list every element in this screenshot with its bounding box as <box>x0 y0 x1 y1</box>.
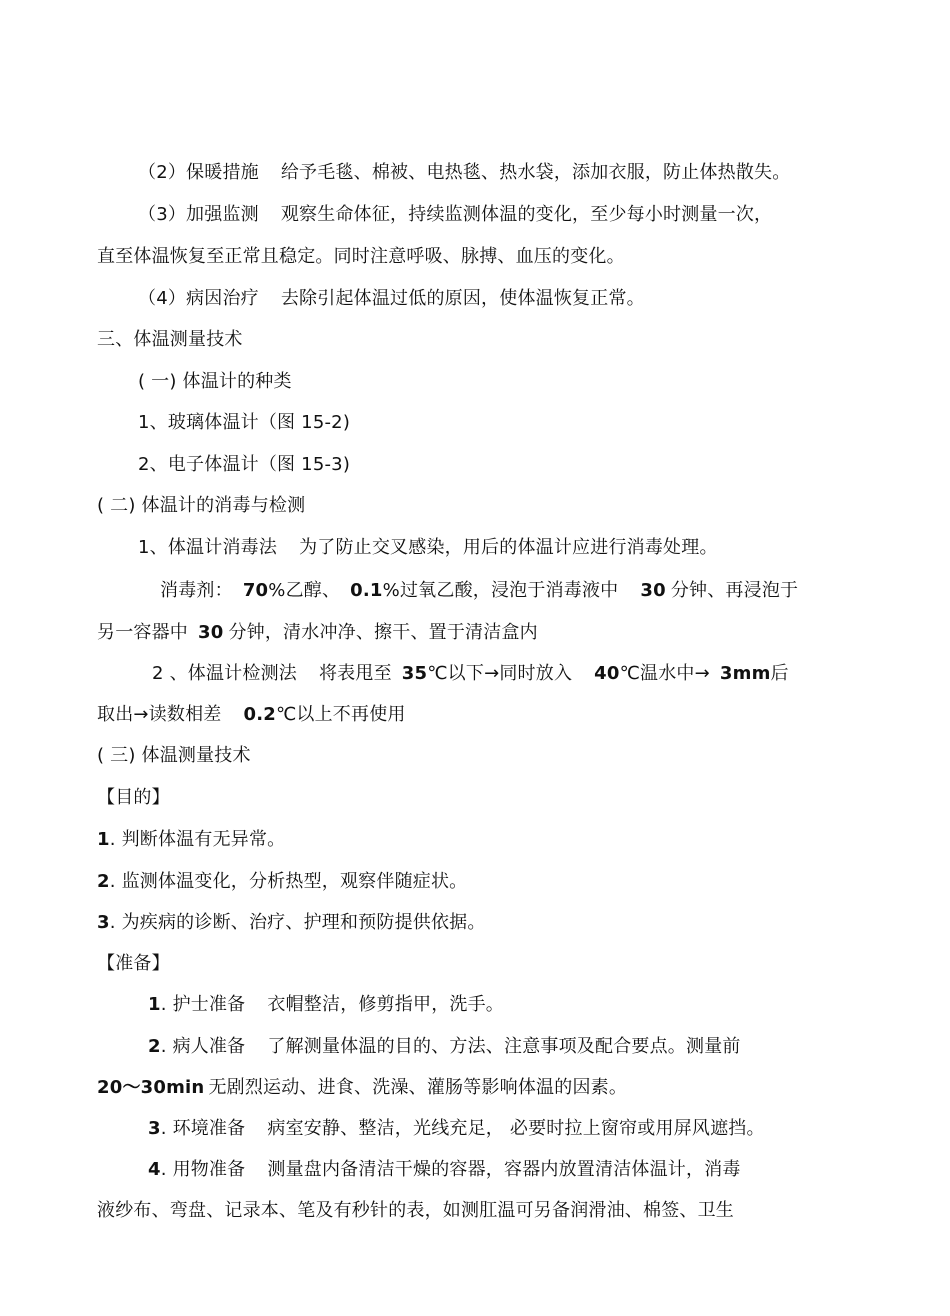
bold-number: 40 <box>594 663 620 684</box>
item-text: 观察生命体征，持续监测体温的变化，至少每小时测量一次， <box>280 204 773 225</box>
item-text: 给予毛毯、棉被、电热毯、热水袋，添加衣服，防止体热散失。 <box>280 162 791 183</box>
prep-nurse <box>148 992 504 1018</box>
item-label: 1、体温计消毒法 <box>138 537 278 558</box>
item-number: 1 <box>148 994 161 1015</box>
prep-patient <box>148 1034 741 1060</box>
item-number: 3 <box>148 1118 161 1139</box>
text: 取出→读数相差 <box>97 704 222 725</box>
text: %过氧乙酸，浸泡于消毒液中 <box>382 580 619 601</box>
purpose-item-2 <box>97 869 467 895</box>
item-text: 液纱布、弯盘、记录本、笔及有秒针的表，如测肛温可另备润滑油、棉签、卫生 <box>97 1200 734 1221</box>
item-label: . 用物准备 <box>160 1159 246 1180</box>
text: %乙醇、 <box>268 580 341 601</box>
bold-number: 30 <box>198 622 224 643</box>
text: 分钟、再浸泡于 <box>670 580 799 601</box>
item-label: . 环境准备 <box>160 1118 246 1139</box>
item-text: . 为疾病的诊断、治疗、护理和预防提供依据。 <box>109 912 486 933</box>
item-number: 1 <box>97 829 110 850</box>
prep-supplies <box>148 1157 741 1183</box>
detection-line-1 <box>152 661 789 687</box>
item-number: 2 <box>97 871 110 892</box>
bold-number: 30 <box>640 580 666 601</box>
item-text: 为了防止交叉感染，用后的体温计应进行消毒处理。 <box>299 537 718 558</box>
prep-supplies-cont <box>97 1198 734 1224</box>
item-number: 3 <box>97 912 110 933</box>
purpose-item-3 <box>97 910 486 936</box>
bold-number: 35 <box>401 663 428 684</box>
disinfectant-line-1 <box>160 578 798 604</box>
text: ℃以上不再使用 <box>275 704 406 725</box>
thermometer-type-2: 2、电子体温计（图 15-3) <box>138 454 351 475</box>
subsection-heading-2: ( 二) 体温计的消毒与检测 <box>97 495 306 516</box>
item-label: （4）病因治疗 <box>138 288 259 309</box>
thermometer-type-1: 1、玻璃体温计（图 15-2) <box>138 412 351 433</box>
item-text: 无剧烈运动、进食、洗澡、灌肠等影响体温的因素。 <box>208 1077 628 1098</box>
item-text: 直至体温恢复至正常且稳定。同时注意呼吸、脉搏、血压的变化。 <box>97 246 625 267</box>
item-label: . 病人准备 <box>160 1036 246 1057</box>
subsection-heading-1: ( 一) 体温计的种类 <box>138 371 292 392</box>
text: 消毒剂： <box>160 580 233 601</box>
bold-number: 0.2 <box>243 704 276 725</box>
purpose-item-1 <box>97 827 285 853</box>
subsection-heading-3: ( 三) 体温测量技术 <box>97 745 251 766</box>
bold-number: 70 <box>242 580 269 601</box>
item-label: （2）保暖措施 <box>138 162 259 183</box>
bold-number: 3mm <box>719 663 771 684</box>
text: ℃以下→同时放入 <box>427 663 573 684</box>
item-number: 4 <box>148 1159 161 1180</box>
detection-line-2 <box>97 702 406 728</box>
disinfection-method <box>138 535 718 561</box>
text: 分钟，清水冲净、擦干、置于清洁盒内 <box>228 622 538 643</box>
paragraph-monitoring-cont <box>97 244 625 270</box>
bold-number: 20～30min <box>97 1077 205 1098</box>
item-label: . 护士准备 <box>160 994 246 1015</box>
paragraph-cause-treatment <box>138 286 645 312</box>
disinfectant-line-2 <box>97 620 538 646</box>
purpose-heading: 【目的】 <box>97 787 170 808</box>
paragraph-keep-warm <box>138 160 790 186</box>
item-text: 病室安静、整洁，光线充足， 必要时拉上窗帘或用屏风遮挡。 <box>267 1118 765 1139</box>
prep-patient-cont <box>97 1075 627 1101</box>
paragraph-monitoring <box>138 202 772 228</box>
item-text: 测量盘内备清洁干燥的容器，容器内放置清洁体温计，消毒 <box>267 1159 741 1180</box>
item-text: . 监测体温变化，分析热型，观察伴随症状。 <box>109 871 468 892</box>
item-label: （3）加强监测 <box>138 204 259 225</box>
item-label: 2 、体温计检测法 <box>152 663 297 684</box>
text: 另一容器中 <box>97 622 188 643</box>
item-text: 了解测量体温的目的、方法、注意事项及配合要点。测量前 <box>267 1036 741 1057</box>
item-number: 2 <box>148 1036 161 1057</box>
text: 后 <box>770 663 789 684</box>
item-text: 衣帽整洁，修剪指甲，洗手。 <box>267 994 504 1015</box>
item-text: . 判断体温有无异常。 <box>109 829 286 850</box>
item-text: 去除引起体温过低的原因，使体温恢复正常。 <box>280 288 645 309</box>
text: ℃温水中→ <box>619 663 710 684</box>
preparation-heading: 【准备】 <box>97 953 170 974</box>
section-heading-3: 三、体温测量技术 <box>97 329 243 350</box>
prep-environment <box>148 1116 765 1142</box>
bold-number: 0.1 <box>350 580 383 601</box>
text: 将表甩至 <box>318 663 392 684</box>
